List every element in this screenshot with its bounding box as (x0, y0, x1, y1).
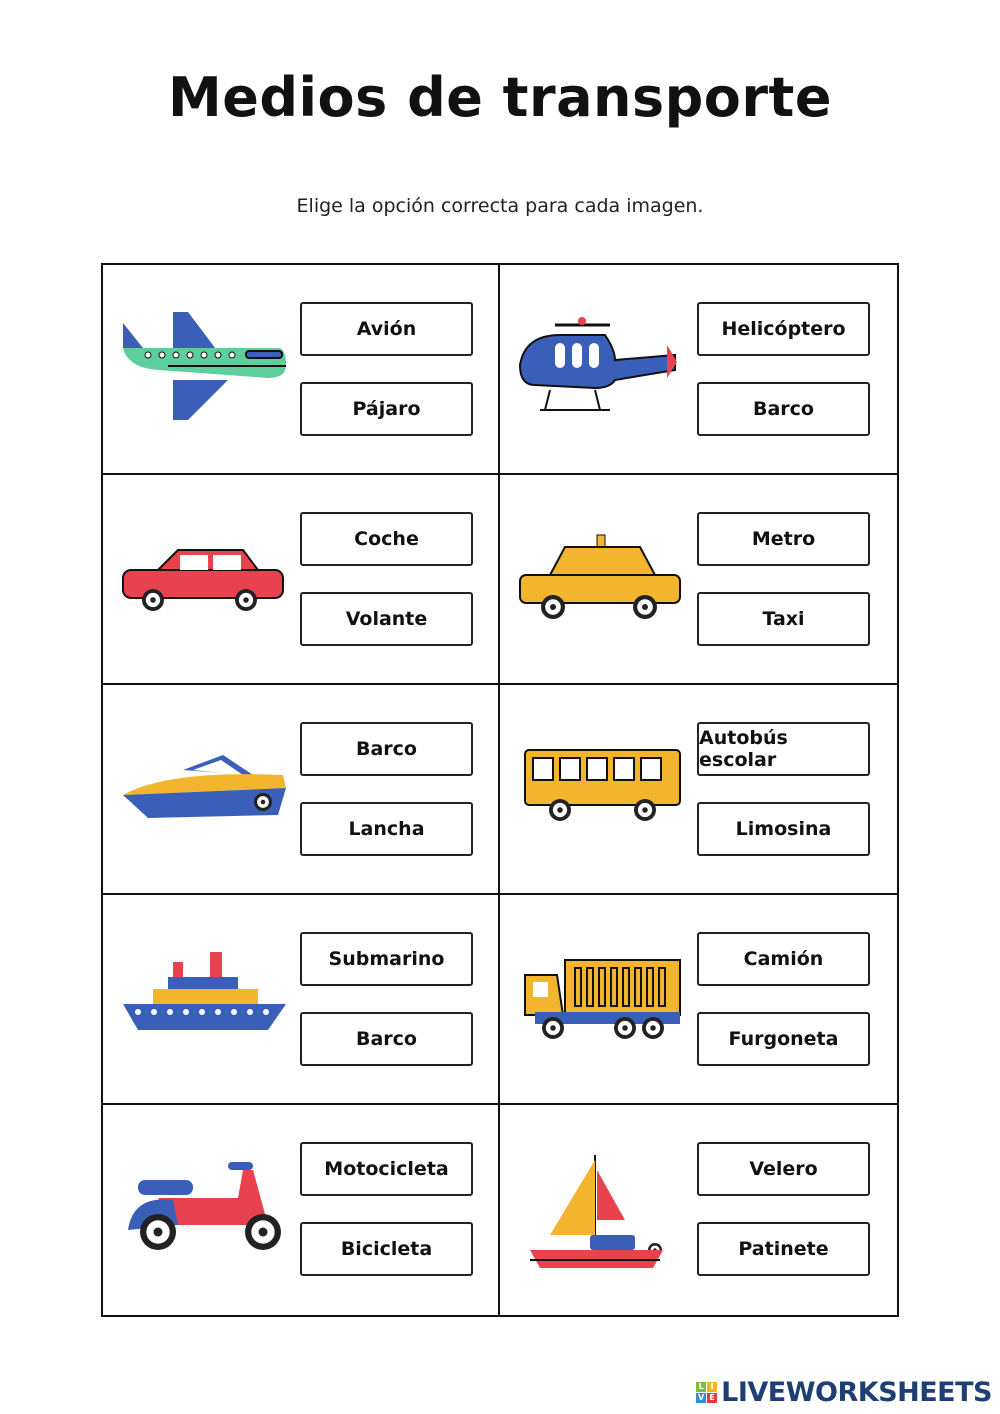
answer-option-button[interactable]: Coche (300, 512, 473, 566)
ship-icon (118, 940, 288, 1060)
logo-letter: L (696, 1382, 706, 1392)
answer-option-button[interactable]: Bicicleta (300, 1222, 473, 1276)
exercise-grid (101, 263, 899, 1317)
exercise-cell (500, 685, 897, 895)
answer-option-button[interactable]: Autobús escolar (697, 722, 870, 776)
answer-option-button[interactable]: Barco (697, 382, 870, 436)
instructions: Elige la opción correcta para cada imagen. (296, 195, 704, 217)
answer-option-button[interactable]: Taxi (697, 592, 870, 646)
answer-option-button[interactable]: Motocicleta (300, 1142, 473, 1196)
exercise-cell (103, 1105, 500, 1315)
logo-mark-icon (696, 1382, 717, 1403)
logo-letter: I (707, 1382, 717, 1392)
page-title: Medios de transporte (168, 66, 832, 129)
exercise-cell (103, 265, 500, 475)
airplane-icon (118, 310, 288, 430)
scooter-icon (118, 1150, 288, 1270)
answer-option-button[interactable]: Camión (697, 932, 870, 986)
exercise-cell (103, 895, 500, 1105)
answer-option-button[interactable]: Submarino (300, 932, 473, 986)
sailboat-icon (515, 1150, 685, 1270)
answer-option-button[interactable]: Furgoneta (697, 1012, 870, 1066)
school-bus-icon (515, 730, 685, 850)
answer-option-button[interactable]: Barco (300, 1012, 473, 1066)
logo-letter: V (698, 1393, 705, 1402)
helicopter-icon (515, 310, 685, 430)
answer-option-button[interactable]: Lancha (300, 802, 473, 856)
answer-option-button[interactable]: Avión (300, 302, 473, 356)
liveworksheets-logo (696, 1377, 992, 1408)
speedboat-icon (118, 730, 288, 850)
answer-option-button[interactable]: Patinete (697, 1222, 870, 1276)
exercise-cell (500, 265, 897, 475)
answer-option-button[interactable]: Volante (300, 592, 473, 646)
car-icon (118, 520, 288, 640)
exercise-cell (500, 1105, 897, 1315)
answer-option-button[interactable]: Helicóptero (697, 302, 870, 356)
answer-option-button[interactable]: Pájaro (300, 382, 473, 436)
answer-option-button[interactable]: Velero (697, 1142, 870, 1196)
exercise-cell (500, 895, 897, 1105)
answer-option-button[interactable]: Limosina (697, 802, 870, 856)
exercise-cell (103, 685, 500, 895)
logo-letter: E (707, 1393, 717, 1403)
taxi-icon (515, 520, 685, 640)
answer-option-button[interactable]: Barco (300, 722, 473, 776)
truck-icon (515, 940, 685, 1060)
exercise-cell (500, 475, 897, 685)
answer-option-button[interactable]: Metro (697, 512, 870, 566)
exercise-cell (103, 475, 500, 685)
logo-text: LIVEWORKSHEETS (721, 1377, 992, 1408)
